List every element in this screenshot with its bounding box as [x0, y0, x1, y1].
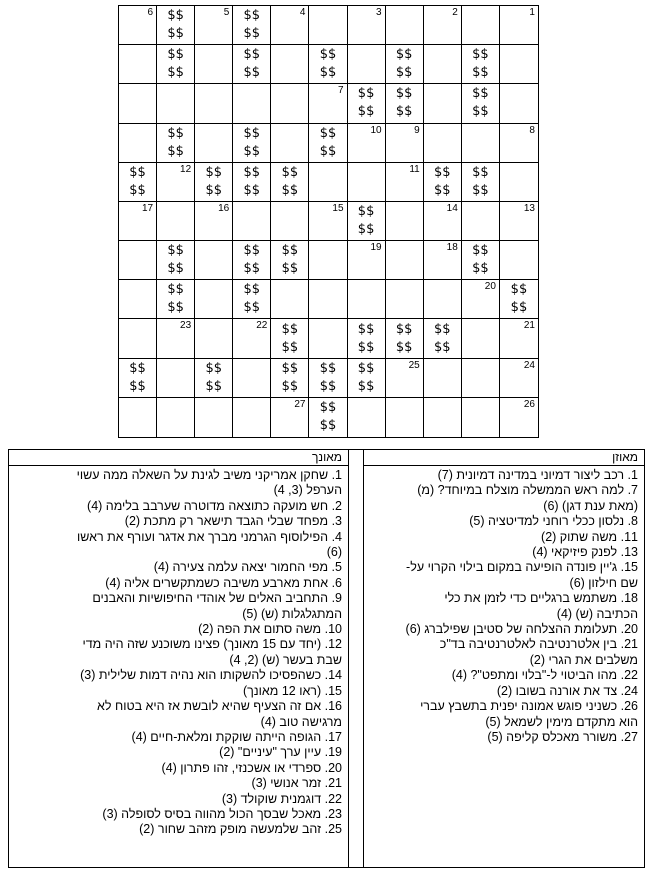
clue-number: 13 — [523, 202, 535, 214]
clue-number: 18 — [446, 242, 458, 254]
down-clues-column — [9, 450, 349, 867]
blocked-cell — [195, 163, 233, 202]
clue-number: 4 — [299, 7, 306, 18]
across-clue: 13. לפנק פיזיקאי (4) — [532, 545, 638, 560]
block-marker: $$ $$ — [357, 86, 375, 120]
down-clue: 12. (יחד עם 15 מאונך) פצינו משוכנע שזה היה מדי — [82, 637, 342, 652]
block-marker: $$ $$ — [472, 47, 489, 81]
block-marker: $$ $$ — [510, 282, 528, 316]
blocked-cell — [157, 124, 195, 163]
across-clue: 24. צד את אורנה בשובו (2) — [496, 683, 638, 698]
blocked-cell — [424, 319, 462, 358]
answer-cell[interactable] — [195, 6, 233, 45]
answer-cell[interactable] — [119, 398, 157, 437]
answer-cell[interactable] — [271, 202, 309, 241]
across-clue: (מאת ענת דגן) (6) — [543, 498, 638, 513]
clue-number: 15 — [332, 202, 344, 214]
answer-cell[interactable] — [386, 124, 424, 163]
answer-cell[interactable] — [386, 359, 424, 398]
answer-cell[interactable] — [119, 124, 157, 163]
answer-cell[interactable] — [119, 241, 157, 280]
down-clue: 3. מפחד שבלי הגבד תישאר רק מתכת (2) — [124, 514, 342, 529]
answer-cell[interactable] — [157, 319, 195, 358]
clue-number: 22 — [256, 320, 268, 332]
answer-cell[interactable] — [348, 398, 386, 437]
down-clue: 15. (ראו 12 מאונך) — [242, 683, 342, 698]
down-clue: 1. שחקן אמריקני משיב לגינת על השאלה ממה עשוי — [76, 468, 342, 482]
block-marker: $$ $$ — [167, 282, 184, 316]
answer-cell[interactable] — [500, 319, 538, 358]
block-marker: $$ $$ — [319, 125, 337, 159]
answer-cell[interactable] — [424, 202, 462, 241]
across-clue-list — [364, 466, 644, 745]
clue-number: 21 — [523, 320, 535, 332]
answer-cell[interactable] — [119, 6, 157, 45]
down-clue: 23. מאכל שבסך הכול מהווה בסיס לסופלה (3) — [102, 806, 342, 821]
across-clue: 18. משתמש ברגליים כדי לזמן את כלי — [444, 591, 638, 606]
blocked-cell — [309, 124, 347, 163]
block-marker: $$ $$ — [205, 360, 222, 394]
across-clue: שם חילזון (6) — [569, 575, 638, 590]
clue-number: 6 — [147, 7, 154, 18]
down-clue: הערפל (3, 4) — [273, 483, 342, 498]
blocked-cell — [424, 163, 462, 202]
blocked-cell — [157, 45, 195, 84]
across-clue: 15. ג'יין פונדה הופיעה במקום בילוי הקרוי על- — [406, 560, 638, 575]
down-clue: 10. משה סתום את הפה (2) — [198, 622, 342, 637]
down-clue: 17. הגופה הייתה שוקקת ומלאת-חיים (4) — [131, 729, 342, 744]
down-clue: המתגלגלות (ש) (5) — [242, 606, 342, 621]
answer-cell[interactable] — [386, 202, 424, 241]
clue-number: 8 — [529, 124, 535, 136]
blocked-cell — [348, 202, 386, 241]
answer-cell[interactable] — [271, 398, 309, 437]
blocked-cell — [309, 359, 347, 398]
across-clue: 7. למה ראש הממשלה מוצלח במיוחד? (מ) — [417, 483, 638, 498]
answer-cell[interactable] — [462, 398, 500, 437]
answer-cell[interactable] — [348, 163, 386, 202]
down-clue: 2. חש מועקה כתוצאה מדוטרה שערבב בלימה (4) — [87, 498, 342, 513]
block-marker: $$ $$ — [319, 47, 337, 81]
blocked-cell — [233, 45, 271, 84]
blocked-cell — [271, 359, 309, 398]
block-marker: $$ $$ — [243, 282, 261, 316]
block-marker: $$ $$ — [319, 360, 337, 394]
answer-cell[interactable] — [233, 84, 271, 123]
answer-cell[interactable] — [348, 280, 386, 319]
column-separator — [348, 450, 363, 867]
answer-cell[interactable] — [309, 280, 347, 319]
clue-number: 25 — [408, 359, 420, 371]
blocked-cell — [462, 45, 500, 84]
answer-cell[interactable] — [119, 45, 157, 84]
block-marker: $$ $$ — [357, 360, 375, 394]
answer-cell[interactable] — [500, 241, 538, 280]
answer-cell[interactable] — [119, 319, 157, 358]
answer-cell[interactable] — [195, 319, 233, 358]
clue-number: 2 — [452, 7, 458, 18]
answer-cell[interactable] — [348, 124, 386, 163]
block-marker: $$ $$ — [395, 321, 413, 355]
blocked-cell — [233, 163, 271, 202]
blocked-cell — [500, 280, 538, 319]
across-clue: 27. משורר מאכלס קליפה (5) — [487, 729, 638, 744]
across-clue: 8. נלסון ככלי רוחני למדיטציה (5) — [469, 514, 638, 529]
block-marker: $$ $$ — [167, 8, 184, 42]
answer-cell[interactable] — [119, 84, 157, 123]
answer-cell[interactable] — [424, 398, 462, 437]
answer-cell[interactable] — [195, 84, 233, 123]
down-clue: 4. הפילוסוף הגרמני מברך את אדגר ועורף את ראשו — [77, 529, 342, 544]
block-marker: $$ $$ — [395, 86, 413, 120]
across-clue: 1. רכב ליצור דמיוני במדינה דמיונית (7) — [437, 468, 638, 482]
down-clue: 14. כשהפסיכו להשקותו הוא נהיה דמות שלילית (3) — [80, 668, 342, 683]
answer-cell[interactable] — [462, 202, 500, 241]
down-clue: 19. עיין ערך "עיניים" (2) — [219, 745, 342, 760]
down-clue: 22. דוגמנית שוקולד (3) — [221, 791, 342, 806]
across-clue: הכתיבה (ש) (4) — [556, 606, 638, 621]
clue-number: 23 — [180, 320, 192, 332]
down-header: מאונך — [9, 450, 348, 466]
down-clue: מרגישה טוב (4) — [260, 714, 342, 729]
clue-number: 26 — [523, 398, 535, 410]
answer-cell[interactable] — [195, 202, 233, 241]
answer-cell[interactable] — [309, 202, 347, 241]
block-marker: $$ $$ — [433, 164, 451, 198]
blocked-cell — [157, 6, 195, 45]
block-marker: $$ $$ — [472, 86, 489, 120]
answer-cell[interactable] — [233, 319, 271, 358]
answer-cell[interactable] — [119, 202, 157, 241]
down-clue: 21. זמר אנושי (3) — [251, 776, 342, 791]
across-clue: משלבים את הגרי (2) — [529, 652, 638, 667]
clue-number: 12 — [180, 163, 192, 175]
block-marker: $$ $$ — [129, 164, 146, 198]
block-marker: $$ $$ — [281, 243, 299, 277]
answer-cell[interactable] — [271, 84, 309, 123]
block-marker: $$ $$ — [319, 400, 337, 434]
blocked-cell — [271, 163, 309, 202]
answer-cell[interactable] — [500, 6, 538, 45]
down-clue: 5. מפי החמור יצאה עלמה צעירה (4) — [153, 560, 342, 575]
clue-number: 11 — [409, 163, 420, 175]
answer-cell[interactable] — [233, 398, 271, 437]
across-header: מאוזן — [364, 450, 644, 466]
block-marker: $$ $$ — [167, 125, 184, 159]
across-clue: הוא מתקדם מימין לשמאל (5) — [485, 714, 638, 729]
down-clue: (6) — [326, 545, 342, 560]
down-clue: 25. זהב שלמעשה מופק מזהב שחור (2) — [139, 822, 342, 837]
block-marker: $$ $$ — [129, 360, 146, 394]
answer-cell[interactable] — [195, 241, 233, 280]
answer-cell[interactable] — [462, 359, 500, 398]
across-clue: 20. תעלומת ההצלחה של סטיבן שפילברג (6) — [405, 622, 638, 637]
answer-cell[interactable] — [157, 202, 195, 241]
blocked-cell — [348, 319, 386, 358]
blocked-cell — [157, 280, 195, 319]
answer-cell[interactable] — [348, 241, 386, 280]
answer-cell[interactable] — [271, 280, 309, 319]
down-clue: 9. התחביב האלים של אוהדי החיפושיות והאבנים — [92, 591, 342, 606]
blocked-cell — [271, 241, 309, 280]
blocked-cell — [233, 124, 271, 163]
answer-cell[interactable] — [309, 319, 347, 358]
answer-cell[interactable] — [233, 202, 271, 241]
down-clue: 20. ספרדי או אשכנזי, זהו פתרון (4) — [161, 760, 342, 775]
block-marker: $$ $$ — [357, 321, 375, 355]
answer-cell[interactable] — [195, 45, 233, 84]
block-marker: $$ $$ — [243, 164, 261, 198]
answer-cell[interactable] — [195, 280, 233, 319]
down-clue: שבת בעשר (ש) (2, 4) — [229, 652, 342, 667]
block-marker: $$ $$ — [281, 321, 299, 355]
clue-number: 1 — [529, 7, 535, 18]
answer-cell[interactable] — [424, 84, 462, 123]
answer-cell[interactable] — [195, 398, 233, 437]
clues-table — [8, 449, 645, 868]
across-clues-column — [363, 450, 644, 867]
blocked-cell — [386, 319, 424, 358]
blocked-cell — [462, 241, 500, 280]
blocked-cell — [271, 319, 309, 358]
answer-cell[interactable] — [386, 241, 424, 280]
across-clue: 11. משה שתוק (2) — [541, 529, 638, 544]
blocked-cell — [462, 84, 500, 123]
answer-cell[interactable] — [348, 6, 386, 45]
blocked-cell — [348, 84, 386, 123]
answer-cell[interactable] — [157, 163, 195, 202]
down-clue-list — [9, 466, 348, 838]
clue-number: 19 — [370, 242, 382, 254]
answer-cell[interactable] — [309, 241, 347, 280]
answer-cell[interactable] — [500, 84, 538, 123]
blocked-cell — [233, 241, 271, 280]
block-marker: $$ $$ — [167, 243, 184, 277]
down-clue: 16. אם זה הצעיף שהיא לובשת אז היא בטוח לא — [97, 699, 342, 714]
block-marker: $$ $$ — [281, 164, 299, 198]
down-clue: 6. אחת מארבע משיבה כשמתקשרים אליה (4) — [105, 575, 342, 590]
answer-cell[interactable] — [500, 202, 538, 241]
blocked-cell — [195, 359, 233, 398]
clue-number: 7 — [337, 85, 344, 97]
answer-cell[interactable] — [348, 45, 386, 84]
answer-cell[interactable] — [462, 6, 500, 45]
blocked-cell — [386, 45, 424, 84]
answer-cell[interactable] — [424, 241, 462, 280]
answer-cell[interactable] — [271, 45, 309, 84]
clue-number: 5 — [223, 7, 230, 18]
across-clue: 22. מהו הביטוי ל-"בלוי ומתפט"? (4) — [451, 668, 638, 683]
block-marker: $$ $$ — [395, 47, 413, 81]
blocked-cell — [119, 359, 157, 398]
answer-cell[interactable] — [271, 124, 309, 163]
answer-cell[interactable] — [157, 398, 195, 437]
answer-cell[interactable] — [386, 163, 424, 202]
blocked-cell — [119, 163, 157, 202]
answer-cell[interactable] — [462, 280, 500, 319]
across-clue: 21. בין אלטרנטיבה לאלטרנטיבה בד"כ — [439, 637, 638, 652]
clue-number: 9 — [414, 124, 420, 136]
block-marker: $$ $$ — [281, 360, 299, 394]
answer-cell[interactable] — [424, 280, 462, 319]
block-marker: $$ $$ — [243, 8, 261, 42]
blocked-cell — [348, 359, 386, 398]
crossword-grid — [118, 5, 539, 438]
answer-cell[interactable] — [386, 280, 424, 319]
answer-cell[interactable] — [195, 124, 233, 163]
clue-number: 20 — [484, 281, 496, 293]
clue-number: 10 — [370, 124, 382, 136]
block-marker: $$ $$ — [243, 47, 261, 81]
clue-number: 27 — [294, 398, 306, 410]
answer-cell[interactable] — [500, 398, 538, 437]
blocked-cell — [233, 280, 271, 319]
block-marker: $$ $$ — [433, 321, 451, 355]
answer-cell[interactable] — [424, 6, 462, 45]
answer-cell[interactable] — [386, 6, 424, 45]
across-clue: 26. כשניני פוגש אמונה יפנית בתשבץ עברי — [420, 699, 638, 714]
answer-cell[interactable] — [424, 359, 462, 398]
block-marker: $$ $$ — [205, 164, 222, 198]
clue-number: 24 — [523, 359, 535, 371]
block-marker: $$ $$ — [472, 164, 489, 198]
block-marker: $$ $$ — [167, 47, 184, 81]
answer-cell[interactable] — [500, 124, 538, 163]
answer-cell[interactable] — [157, 84, 195, 123]
blocked-cell — [386, 84, 424, 123]
answer-cell[interactable] — [157, 359, 195, 398]
answer-cell[interactable] — [500, 359, 538, 398]
answer-cell[interactable] — [424, 45, 462, 84]
blocked-cell — [309, 45, 347, 84]
answer-cell[interactable] — [424, 124, 462, 163]
answer-cell[interactable] — [500, 163, 538, 202]
blocked-cell — [309, 398, 347, 437]
answer-cell[interactable] — [462, 124, 500, 163]
answer-cell[interactable] — [309, 163, 347, 202]
answer-cell[interactable] — [271, 6, 309, 45]
clue-number: 16 — [218, 202, 230, 214]
block-marker: $$ $$ — [357, 203, 375, 237]
answer-cell[interactable] — [309, 84, 347, 123]
answer-cell[interactable] — [462, 319, 500, 358]
answer-cell[interactable] — [119, 280, 157, 319]
answer-cell[interactable] — [233, 359, 271, 398]
clue-number: 14 — [446, 202, 458, 214]
blocked-cell — [233, 6, 271, 45]
answer-cell[interactable] — [500, 45, 538, 84]
clue-number: 3 — [376, 7, 382, 18]
answer-cell[interactable] — [309, 6, 347, 45]
blocked-cell — [157, 241, 195, 280]
block-marker: $$ $$ — [243, 125, 261, 159]
answer-cell[interactable] — [386, 398, 424, 437]
block-marker: $$ $$ — [243, 243, 261, 277]
blocked-cell — [462, 163, 500, 202]
block-marker: $$ $$ — [472, 243, 489, 277]
clue-number: 17 — [141, 202, 154, 214]
